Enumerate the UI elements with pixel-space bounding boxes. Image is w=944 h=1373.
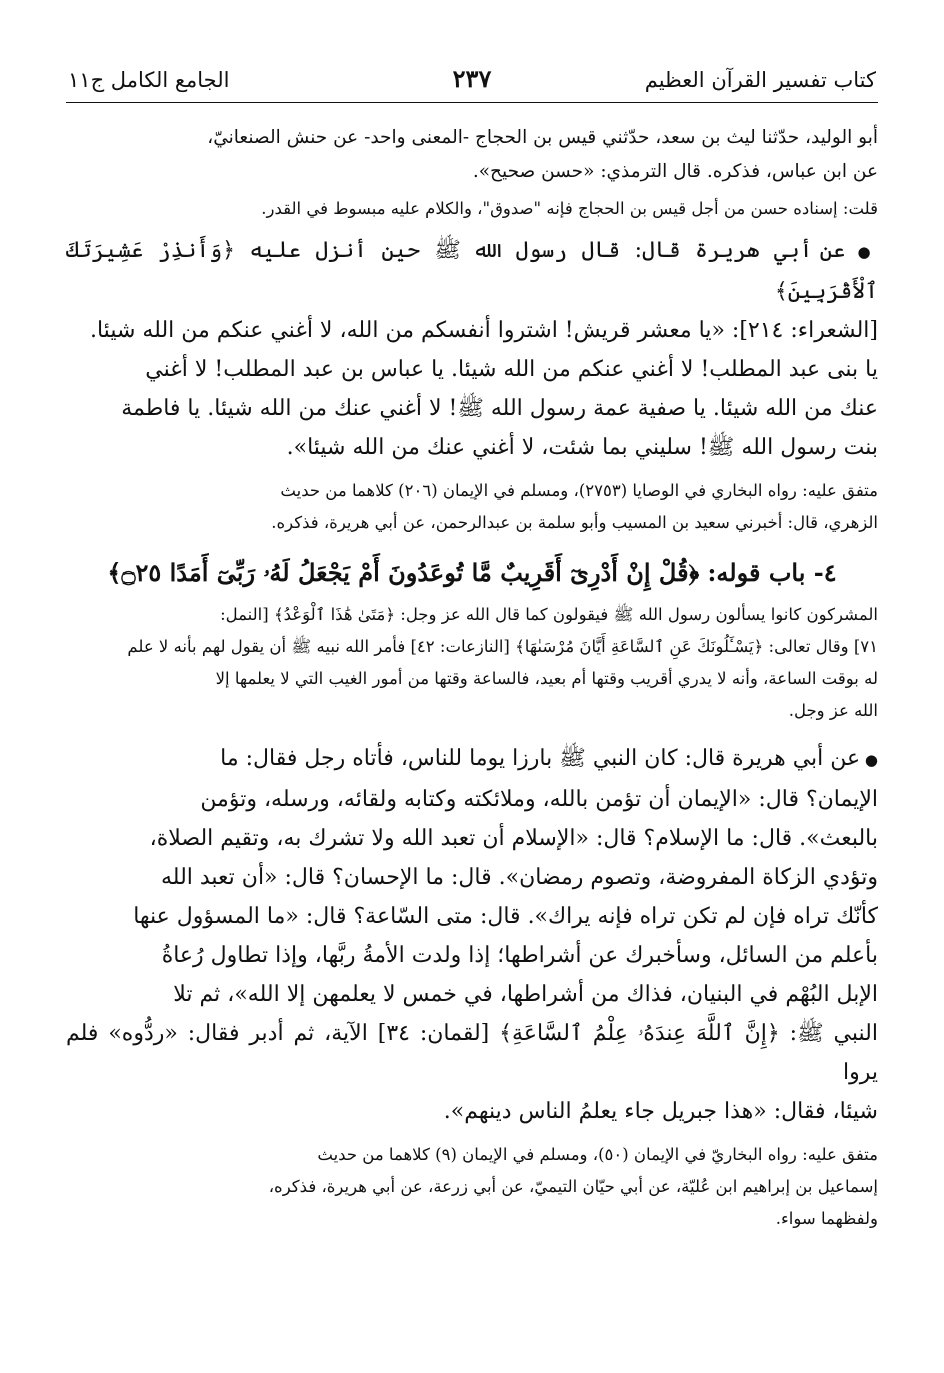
hadith-line: الإبل البُهْم في البنيان، فذاك من أشراطها، في خمس لا يعلمهن إلا الله»، ثم تلا: [173, 982, 878, 1007]
hadith-line: وتؤدي الزكاة المفروضة، وتصوم رمضان». قال: ما الإحسان؟ قال: «أن تعبد الله: [160, 865, 878, 890]
hadith-line: [الشعراء: ٢١٤]: «يا معشر قريش! اشتروا أنفسكم من الله، لا أغني عنكم من الله شيئا.: [89, 318, 878, 343]
text-line: عن ابن عباس، فذكره. قال الترمذي: «حسن صحيح».: [472, 161, 878, 182]
hadith-line: يا بنى عبد المطلب! لا أغني عنكم من الله شيئا. يا عباس بن عبد المطلب! لا أغني: [145, 357, 878, 382]
intro-line: الله عز وجل.: [788, 701, 878, 720]
hadith-line: النبي ﷺ: ﴿إِنَّ ٱللَّهَ عِندَهُۥ عِلْمُ ٱلسَّاعَةِ﴾ [لقمان: ٣٤] الآية، ثم أدبر فقال: «ردُّوه» فلم يروا: [66, 1021, 878, 1085]
takhrij-line: الزهري، قال: أخبرني سعيد بن المسيب وأبو سلمة بن عبدالرحمن، عن أبي هريرة، فذكره.: [271, 513, 878, 532]
intro-line: له بوقت الساعة، وأنه لا يدري أقريب وقتها أم بعيد، فالساعة وقتها من أمور الغيب التي لا يعلمها إلا: [215, 669, 878, 688]
hadith-line: بنت رسول الله ﷺ! سليني بما شئت، لا أغني عنك من الله شيئا».: [286, 435, 878, 460]
hadith-line: ● عن أبي هريرة قال: قال رسول الله ﷺ حين أنزل عليه ﴿وَأَنذِرْ عَشِيرَتَكَ ٱلْأَقْرَبِينَ﴾: [66, 231, 878, 311]
hadith-block-1: [66, 231, 878, 467]
book-title: كتاب تفسير القرآن العظيم: [644, 68, 876, 92]
running-header: [66, 58, 878, 103]
paragraph-narrator-chain: [66, 121, 878, 189]
takhrij-block-1: [66, 475, 878, 539]
intro-line: ٧١] وقال تعالى: ﴿يَسْـَٔلُونَكَ عَنِ ٱلسَّاعَةِ أَيَّانَ مُرْسَىٰهَا﴾ [النازعات: ٤٢] فأمر الله نبيه ﷺ أن يقول لهم بأنه لا علم: [127, 637, 878, 656]
text-line: أبو الوليد، حدّثنا ليث بن سعد، حدّثني قيس بن الحجاج -المعنى واحد- عن حنش الصنعانيّ،: [207, 127, 878, 148]
hadith-line: بأعلم من السائل، وسأخبرك عن أشراطها؛ إذا ولدت الأمةُ ربَّها، وإذا تطاول رُعاةُ: [161, 943, 878, 968]
hadith-line: كأنّك تراه فإن لم تكن تراه فإنه يراك». قال: متى السّاعة؟ قال: «ما المسؤول عنها: [133, 904, 878, 929]
volume-label: الجامع الكامل ج١١: [68, 68, 230, 92]
hadith-line: عنك من الله شيئا. يا صفية عمة رسول الله ﷺ! لا أغني عنك من الله شيئا. يا فاطمة: [121, 396, 878, 421]
author-note: قلت: إسناده حسن من أجل قيس بن الحجاج فإنه "صدوق"، والكلام عليه مبسوط في القدر.: [261, 199, 878, 218]
hadith-block-2: [66, 739, 878, 1131]
intro-line: المشركون كانوا يسألون رسول الله ﷺ فيقولون كما قال الله عز وجل: ﴿مَتَىٰ هَٰذَا ٱلْوَعْدُ﴾ [النمل:: [220, 605, 878, 624]
hadith-line: شيئا، فقال: «هذا جبريل جاء يعلمُ الناس دينهم».: [443, 1099, 878, 1124]
hadith-line: بالبعث». قال: ما الإسلام؟ قال: «الإسلام أن تعبد الله ولا تشرك به، وتقيم الصلاة،: [149, 826, 878, 851]
hadith-line: الإيمان؟ قال: «الإيمان أن تؤمن بالله، وملائكته وكتابه ولقائه، ورسله، وتؤمن: [200, 787, 878, 812]
takhrij-block-2: [66, 1139, 878, 1235]
takhrij-line: إسماعيل بن إبراهيم ابن عُليّة، عن أبي حيّان التيميّ، عن أبي زرعة، عن أبي هريرة، فذكره،: [268, 1177, 878, 1196]
chapter-heading: ٤- باب قوله: ﴿قُلْ إِنْ أَدْرِىٓ أَقَرِيبٌ مَّا تُوعَدُونَ أَمْ يَجْعَلُ لَهُۥ رَبِّىٓ أَمَدًا ۝٢٥﴾: [107, 558, 837, 587]
takhrij-line: ولفظهما سواء.: [775, 1209, 878, 1228]
takhrij-line: متفق عليه: رواه البخاري في الوصايا (٢٧٥٣)، ومسلم في الإيمان (٢٠٦) كلاهما من حديث: [280, 481, 878, 500]
hadith-line: ● عن أبي هريرة قال: كان النبي ﷺ بارزا يوما للناس، فأتاه رجل فقال: ما: [66, 739, 878, 780]
chapter-intro: [66, 599, 878, 727]
takhrij-line: متفق عليه: رواه البخاريّ في الإيمان (٥٠)، ومسلم في الإيمان (٩) كلاهما من حديث: [317, 1145, 878, 1164]
page-number: ٢٣٧: [452, 64, 492, 93]
